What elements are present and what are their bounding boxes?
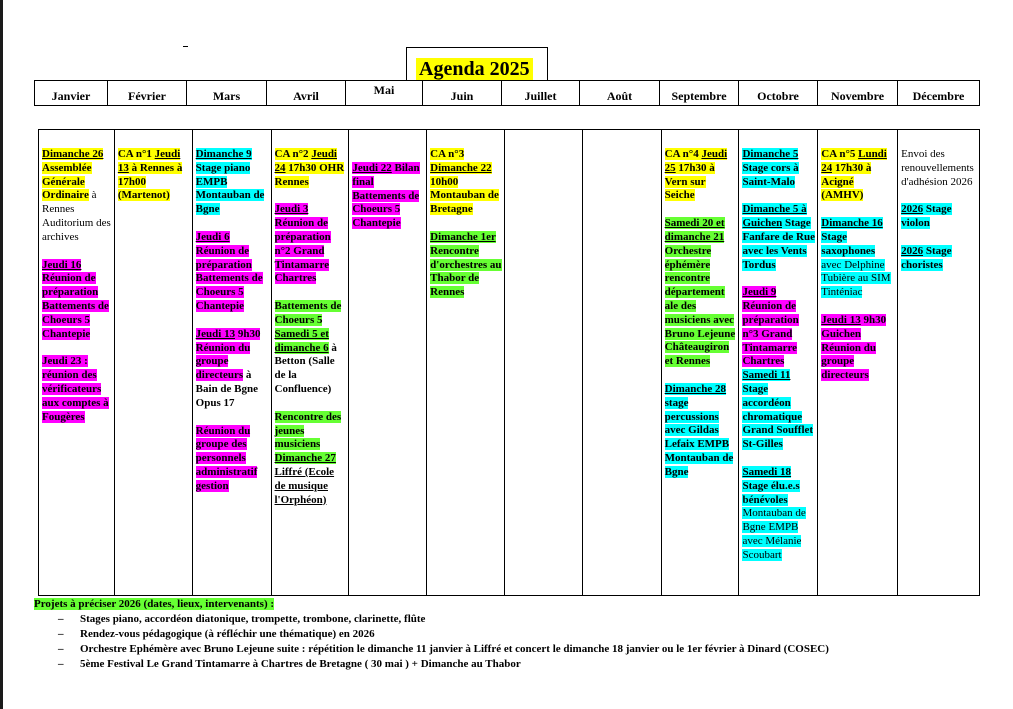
event-entry [821,217,895,300]
event-entry [275,411,347,508]
event-text: 2026 [901,203,924,216]
event-text: Jeudi 9 [742,286,777,299]
event-entry [742,466,815,563]
month-3: Avril [267,81,346,105]
event-text: 2026 [901,244,924,257]
event-text: Stage choristes [901,244,952,271]
event-text: CA n°1 [117,148,155,160]
event-text: Dimanche 5 [742,148,799,160]
month-column-9 [739,130,818,595]
event-entry [821,314,895,383]
month-11: Décembre [912,89,965,103]
month-column-1 [115,130,193,595]
event-text: Jeudi 3 [274,203,309,216]
projects-list [34,612,980,672]
event-text: Envoi des renouvellements d'adhésion 2026 [901,148,974,188]
event-text: Jeudi 24 [274,148,337,174]
event-text: 10h00 Montauban de Bretagne [430,175,499,216]
event-entry [196,231,269,314]
page-left-edge [0,0,3,709]
event-entry [275,148,347,189]
month-column-0 [39,130,115,595]
event-text: Battements de Choeurs 5 [274,300,342,326]
event-entry [196,148,269,217]
event-entry [430,231,502,300]
month-column-3 [272,130,350,595]
event-entry [665,383,737,480]
event-text: Lundi 24 [821,148,887,174]
event-entry [665,217,737,369]
event-text: avec Delphine Tubière au SIM Tinténiac [821,258,891,299]
event-text: CA n°3 [430,148,465,160]
project-item: – 5ème Festival Le Grand Tintamarre à Chartres de Bretagne ( 30 mai ) + Dimanche au Thabor [58,657,980,672]
month-column-8 [662,130,740,595]
event-text: Stage accordéon chromatique Grand Soufflet St-Gilles [742,382,814,451]
event-text: Stage piano EMPB Montauban de Bgne [195,161,265,216]
project-item: – Stages piano, accordéon diatonique, trompette, trombone, clarinette, flûte [58,612,980,627]
event-entry [42,148,112,245]
event-text: Réunion de préparation n°2 Grand Tintamarre Chartres [274,217,331,285]
event-text: Assemblée Générale Ordinaire [42,161,92,202]
event-text: CA n°2 [274,148,312,160]
event-text: Dimanche 1er [430,230,496,243]
event-text: Jeudi 13 [117,148,181,174]
event-entry [901,245,977,273]
event-text: Jeudi 13 [195,327,236,340]
event-text: Jeudi 22 [352,162,392,174]
event-text: Réunion du groupe des personnels administratif gestion [195,424,258,492]
month-column-2 [193,130,272,595]
month-column-6 [505,130,583,595]
event-text: Orchestre éphémère rencontre département ale des musiciens avec Bruno Lejeune Châteaugiron et Rennes [664,244,736,368]
event-entry [118,148,190,203]
event-entry [821,148,895,203]
event-text: Dimanche 27 [274,452,336,465]
event-entry [430,148,502,217]
event-text: 17h30 à Vern sur Seiche [664,161,715,202]
event-text: Stage Fanfare de Rue avec les Vents Tordus [742,217,815,271]
event-entry [901,203,977,231]
event-entry [42,355,112,424]
event-text: 9h30 Guichen Réunion du groupe directeurs [821,313,887,382]
project-item: – Rendez-vous pédagogique (à réfléchir une thématique) en 2026 [58,627,980,642]
event-entry [742,286,815,452]
month-6: Juillet [502,81,580,105]
event-entry [275,203,347,286]
event-text: Stage violon [901,203,952,230]
event-text: Liffré (Ecole de musique l'Orphéon) [274,465,335,506]
month-10: Novembre [818,81,898,105]
event-text: Samedi 18 [742,465,792,478]
event-text: Jeudi 6 [195,230,230,243]
event-text: Bilan final Battements de Choeurs 5 Chantepie [352,162,420,230]
event-entry [742,148,815,189]
event-text: Stage saxophones [821,230,876,257]
stray-dash [183,46,188,47]
event-entry [742,203,815,272]
event-text: 9h30 Réunion du groupe directeurs [195,327,261,382]
month-2: Mars [187,81,267,105]
event-text: Réunion de préparation Battements de Choeurs 5 Chantepie [195,244,263,312]
projects-heading: Projets à préciser 2026 (dates, lieux, intervenants) : [34,598,275,610]
event-text: Dimanche 16 [821,217,883,230]
event-text: Dimanche 5 à Guichen [742,203,807,230]
event-entry [352,162,424,231]
event-text: Samedi 11 [742,369,791,382]
event-entry [665,148,737,203]
event-text: 17h30 à Acigné (AMHV) [821,161,872,202]
month-4: Mai [346,81,423,105]
projects-footer [34,597,980,672]
title-box [406,47,548,81]
event-text: Réunion de préparation Battements de Choeurs 5 Chantepie [42,272,109,340]
event-text: à Rennes à 17h00 (Martenot) [117,161,183,202]
event-entry [196,425,269,494]
events-grid [38,129,980,596]
event-text: Samedi 20 et dimanche 21 [664,217,725,243]
event-text: Montauban de Bgne EMPB avec Mélanie Scoubart [742,507,806,561]
event-text: Rencontre des jeunes musiciens [274,410,342,451]
month-9: Octobre [739,81,818,105]
event-text: 17h30 OHR Rennes [274,161,345,188]
month-column-11 [898,130,979,595]
event-entry [196,328,269,411]
event-text: Jeudi 13 [821,313,861,326]
page-title: Agenda 2025 [416,58,533,80]
event-text: Dimanche 26 [42,148,104,160]
month-5: Juin [423,81,502,105]
event-text: CA n°4 [664,148,702,160]
event-text: Stage cors à Saint-Malo [742,161,799,188]
event-text: réunion des vérificateurs aux comptes à Fougères [42,369,109,423]
month-column-7 [583,130,662,595]
month-column-5 [427,130,505,595]
month-1: Février [108,81,187,105]
event-text: CA n°5 [821,148,859,160]
event-entry [901,148,977,189]
event-text: Dimanche 28 [664,382,727,395]
event-text: Jeudi 23 : [42,355,88,368]
month-7: Août [580,81,660,105]
event-text: stage percussions avec Gildas Lefaix EMPB Montauban de Bgne [664,396,734,478]
event-text: à Betton (Salle de la Confluence) [274,341,337,395]
event-text: Jeudi 16 [42,258,82,271]
event-entry [275,300,347,397]
event-text: Stage élu.e.s bénévoles [742,479,800,506]
event-text: à Bain de Bgne Opus 17 [195,369,259,409]
month-0: Janvier [35,81,108,105]
event-entry [42,259,112,342]
event-text: Samedi 5 et dimanche 6 [274,327,329,354]
event-text: Réunion de préparation n°3 Grand Tintamarre Chartres [742,300,799,368]
month-column-10 [818,130,898,595]
event-text: à Rennes Auditorium des archives [42,189,111,243]
event-text: Dimanche 9 [195,148,252,160]
month-8: Septembre [660,81,739,105]
months-header-row [34,80,980,106]
event-text: Jeudi 25 [664,148,728,174]
event-text: Dimanche 22 [430,161,492,174]
project-item: – Orchestre Ephémère avec Bruno Lejeune suite : répétition le dimanche 11 janvier à Liffré et concert le dimanche 18 janvier ou le 1er février à Dinard (COSEC) [58,642,980,657]
event-text: Rencontre d'orchestres au Thabor de Rennes [430,244,502,299]
month-column-4 [349,130,427,595]
